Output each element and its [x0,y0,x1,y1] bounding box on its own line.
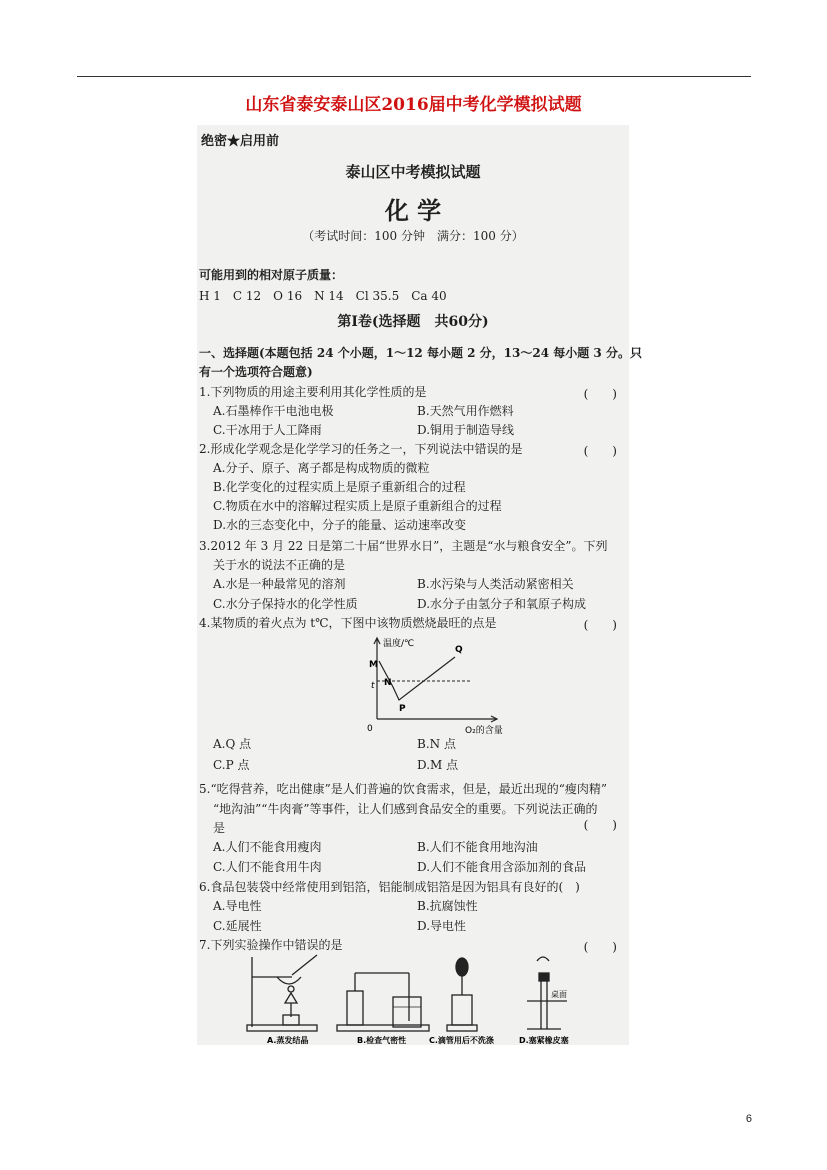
q1-option-a: A.石墨棒作干电池电极 [213,404,334,418]
q3-option-c: C.水分子保持水的化学性质 [213,597,358,611]
figure-b-airtightness [337,973,429,1031]
atomic-mass-label: 可能用到的相对原子质量： [199,268,344,282]
q4-option-d: D.M 点 [417,758,459,772]
q5-option-d: D.人们不能食用含添加剂的食品 [417,860,587,874]
q4-option-a: A.Q 点 [213,737,252,751]
q5-option-b: B.人们不能食用地沟油 [417,840,538,854]
q5-option-c: C.人们不能食用牛肉 [213,860,322,874]
page-number: 6 [745,1113,752,1125]
q2-option-d: D.水的三态变化中，分子的能量、运动速率改变 [213,518,467,532]
figure-c-caption: C.滴管用后不洗涤 [429,1036,494,1045]
figure-a-caption: A.蒸发结晶 [267,1036,309,1045]
q6-option-a: A.导电性 [213,899,262,913]
q4-temperature-graph [347,631,507,737]
q6-option-b: B.抗腐蚀性 [417,899,478,913]
section-title: 第Ⅰ卷(选择题 共60分) [337,314,489,330]
q2-answer-blank: ( ) [583,444,617,458]
q6-option-d: D.导电性 [417,919,467,933]
q1-option-b: B.天然气用作燃料 [417,404,514,418]
q4-answer-blank: ( ) [583,618,617,632]
q6-stem: 6.食品包装袋中经常使用到铝箔，铝能制成铝箔是因为铝具有良好的( ) [199,880,580,894]
q7-answer-blank: ( ) [583,940,617,954]
graph-ylabel: 温度/℃ [383,639,415,649]
figure-a-evaporation [247,955,317,1031]
secret-mark: 绝密★启用前 [201,134,280,149]
q1-stem: 1.下列物质的用途主要利用其化学性质的是 [199,385,427,399]
exam-title: 泰山区中考模拟试题 [345,163,481,181]
q2-option-b: B.化学变化的过程实质上是原子重新组合的过程 [213,480,466,494]
q4-option-c: C.P 点 [213,758,250,772]
q5-answer-blank: ( ) [583,818,617,832]
q3-option-b: B.水污染与人类活动紧密相关 [417,577,574,591]
q2-option-a: A.分子、原子、离子都是构成物质的微粒 [213,461,430,475]
q6-option-c: C.延展性 [213,919,262,933]
figure-d-caption: D.塞紧橡皮塞 [519,1036,569,1045]
exam-time-info: （考试时间：100 分钟 满分：100 分） [302,229,524,243]
q2-option-c: C.物质在水中的溶解过程实质上是原子重新组合的过程 [213,499,502,513]
q1-answer-blank: ( ) [583,387,617,401]
graph-t-label: t [371,681,375,691]
q1-option-c: C.干冰用于人工降雨 [213,423,322,437]
q4-stem: 4.某物质的着火点为 t℃，下图中该物质燃烧最旺的点是 [199,616,497,630]
figure-d-desk-label: 桌面 [551,990,567,999]
graph-point-q: Q [455,645,463,655]
q5-stem-line-2: “地沟油”“牛肉膏”等事件，让人们感到食品安全的重要。下列说法正确的 [213,802,598,816]
graph-point-p: P [399,704,406,714]
graph-point-n: N [384,678,392,688]
instructions-line-2: 有一个选项符合题意) [199,365,313,379]
instructions-line-1: 一、选择题(本题包括 24 个小题，1～12 每小题 2 分，13～24 每小题 3 分。只 [199,346,642,360]
q3-stem-line-1: 3.2012 年 3 月 22 日是第二十届“世界水日”，主题是“水与粮食安全”。下列 [199,539,608,553]
q4-option-b: B.N 点 [417,737,456,751]
header-rule [77,76,751,77]
q3-option-a: A.水是一种最常见的溶剂 [213,577,346,591]
q3-option-d: D.水分子由氢分子和氧原子构成 [417,597,587,611]
q3-stem-line-2: 关于水的说法不正确的是 [213,558,346,572]
graph-point-m: M [369,660,378,670]
q5-stem-line-1: 5.“吃得营养，吃出健康”是人们普遍的饮食需求，但是，最近出现的“瘦肉精” [199,782,607,796]
document-title: 山东省泰安泰山区2016届中考化学模拟试题 [245,95,582,115]
figure-c-dropper [447,958,477,1031]
q7-stem: 7.下列实验操作中错误的是 [199,938,343,952]
graph-xlabel: O₂的含量 [465,726,503,736]
q1-option-d: D.铜用于制造导线 [417,423,515,437]
graph-origin: 0 [367,724,373,734]
atomic-mass-values: H 1 C 12 O 16 N 14 Cl 35.5 Ca 40 [199,289,447,303]
q7-apparatus-figures [197,951,629,1045]
figure-b-caption: B.检查气密性 [357,1036,407,1045]
subject-title: 化 学 [384,196,442,225]
q2-stem: 2.形成化学观念是化学学习的任务之一，下列说法中错误的是 [199,442,523,456]
scanned-exam-page [197,125,642,1045]
q5-option-a: A.人们不能食用瘦肉 [213,840,322,854]
q5-stem-line-3: 是 [213,821,226,835]
